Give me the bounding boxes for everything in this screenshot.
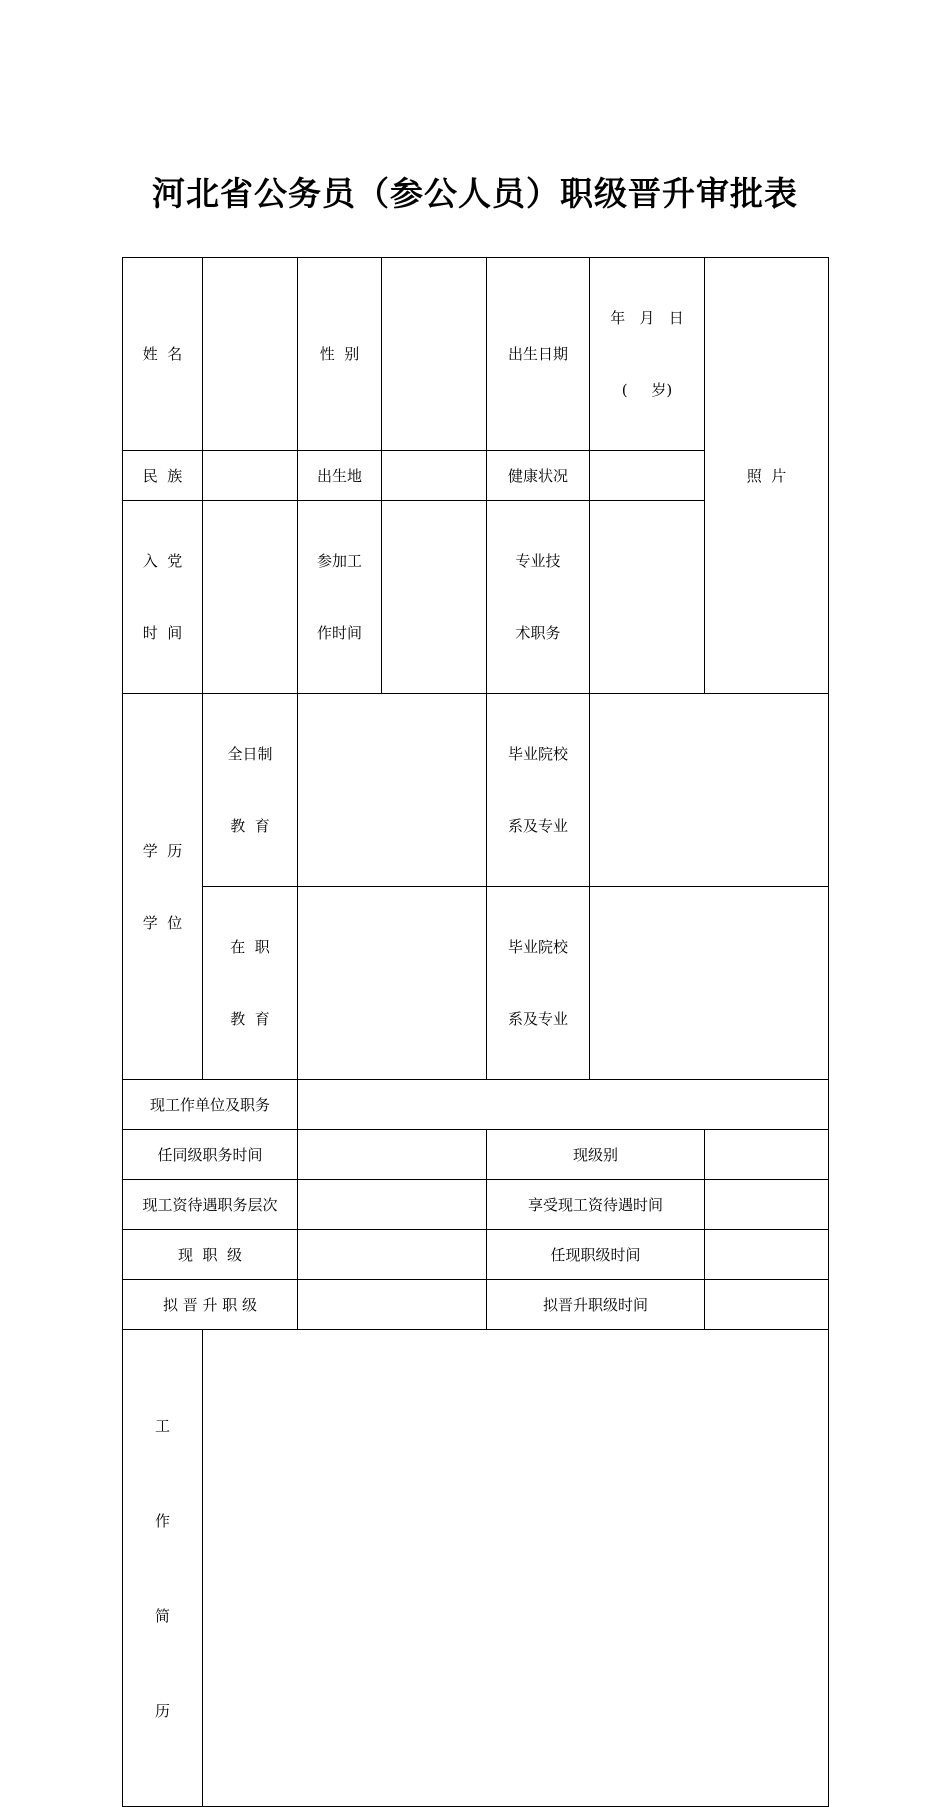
fulltime-education-label: 全日制 教 育 [203, 694, 298, 887]
age-format: ( 岁) [621, 381, 673, 399]
current-level-label: 现级别 [487, 1130, 705, 1180]
parttime-school-major-field[interactable] [590, 887, 829, 1080]
proposed-rank-label: 拟 晋 升 职 级 [123, 1280, 298, 1330]
proposed-rank-field[interactable] [298, 1280, 487, 1330]
current-level-field[interactable] [705, 1130, 829, 1180]
salary-time-field[interactable] [705, 1180, 829, 1230]
ethnicity-label: 民 族 [123, 451, 203, 501]
education-degree-label: 学 历 学 位 [123, 694, 203, 1080]
ethnicity-field[interactable] [203, 451, 298, 501]
same-level-time-label: 任同级职务时间 [123, 1130, 298, 1180]
resume-label-char: 历 [154, 1701, 170, 1720]
table-row [123, 1230, 829, 1280]
salary-level-label: 现工资待遇职务层次 [123, 1180, 298, 1230]
resume-label-char: 工 [154, 1416, 170, 1435]
fulltime-education-field[interactable] [298, 694, 487, 887]
current-rank-field[interactable] [298, 1230, 487, 1280]
gender-label: 性 别 [298, 258, 382, 451]
party-join-time-field[interactable] [203, 501, 298, 694]
proposed-rank-time-label: 拟晋升职级时间 [487, 1280, 705, 1330]
party-join-time-label: 入 党 时 间 [123, 501, 203, 694]
birthplace-label: 出生地 [298, 451, 382, 501]
birth-date-label: 出生日期 [487, 258, 590, 451]
photo-cell: 照 片 [705, 258, 829, 694]
table-row [123, 1280, 829, 1330]
current-rank-label: 现 职 级 [123, 1230, 298, 1280]
tech-title-field[interactable] [590, 501, 705, 694]
table-row [123, 1080, 829, 1130]
salary-level-field[interactable] [298, 1180, 487, 1230]
gender-field[interactable] [382, 258, 487, 451]
parttime-education-label: 在 职 教 育 [203, 887, 298, 1080]
table-row [123, 1330, 829, 1807]
health-label: 健康状况 [487, 451, 590, 501]
proposed-rank-time-field[interactable] [705, 1280, 829, 1330]
birth-date-field[interactable] [590, 258, 705, 451]
table-row [123, 1130, 829, 1180]
parttime-school-major-label: 毕业院校 系及专业 [487, 887, 590, 1080]
table-row [123, 258, 829, 451]
name-field[interactable] [203, 258, 298, 451]
form-title: 河北省公务员（参公人员）职级晋升审批表 [152, 174, 798, 213]
table-row [123, 694, 829, 887]
birth-date-format: 年 月 日 [610, 309, 684, 327]
table-row [123, 1180, 829, 1230]
work-start-time-label: 参加工 作时间 [298, 501, 382, 694]
approval-form-table [122, 257, 829, 1807]
current-rank-time-field[interactable] [705, 1230, 829, 1280]
resume-label-char: 简 [154, 1606, 170, 1625]
birthplace-field[interactable] [382, 451, 487, 501]
health-field[interactable] [590, 451, 705, 501]
fulltime-school-major-field[interactable] [590, 694, 829, 887]
current-rank-time-label: 任现职级时间 [487, 1230, 705, 1280]
work-start-time-field[interactable] [382, 501, 487, 694]
same-level-time-field[interactable] [298, 1130, 487, 1180]
work-resume-label [123, 1330, 203, 1807]
current-unit-label: 现工作单位及职务 [123, 1080, 298, 1130]
tech-title-label: 专业技 术职务 [487, 501, 590, 694]
table-row [123, 887, 829, 1080]
parttime-education-field[interactable] [298, 887, 487, 1080]
resume-label-char: 作 [154, 1511, 170, 1530]
current-unit-field[interactable] [298, 1080, 829, 1130]
work-resume-field[interactable] [203, 1330, 829, 1807]
name-label: 姓 名 [123, 258, 203, 451]
fulltime-school-major-label: 毕业院校 系及专业 [487, 694, 590, 887]
salary-time-label: 享受现工资待遇时间 [487, 1180, 705, 1230]
